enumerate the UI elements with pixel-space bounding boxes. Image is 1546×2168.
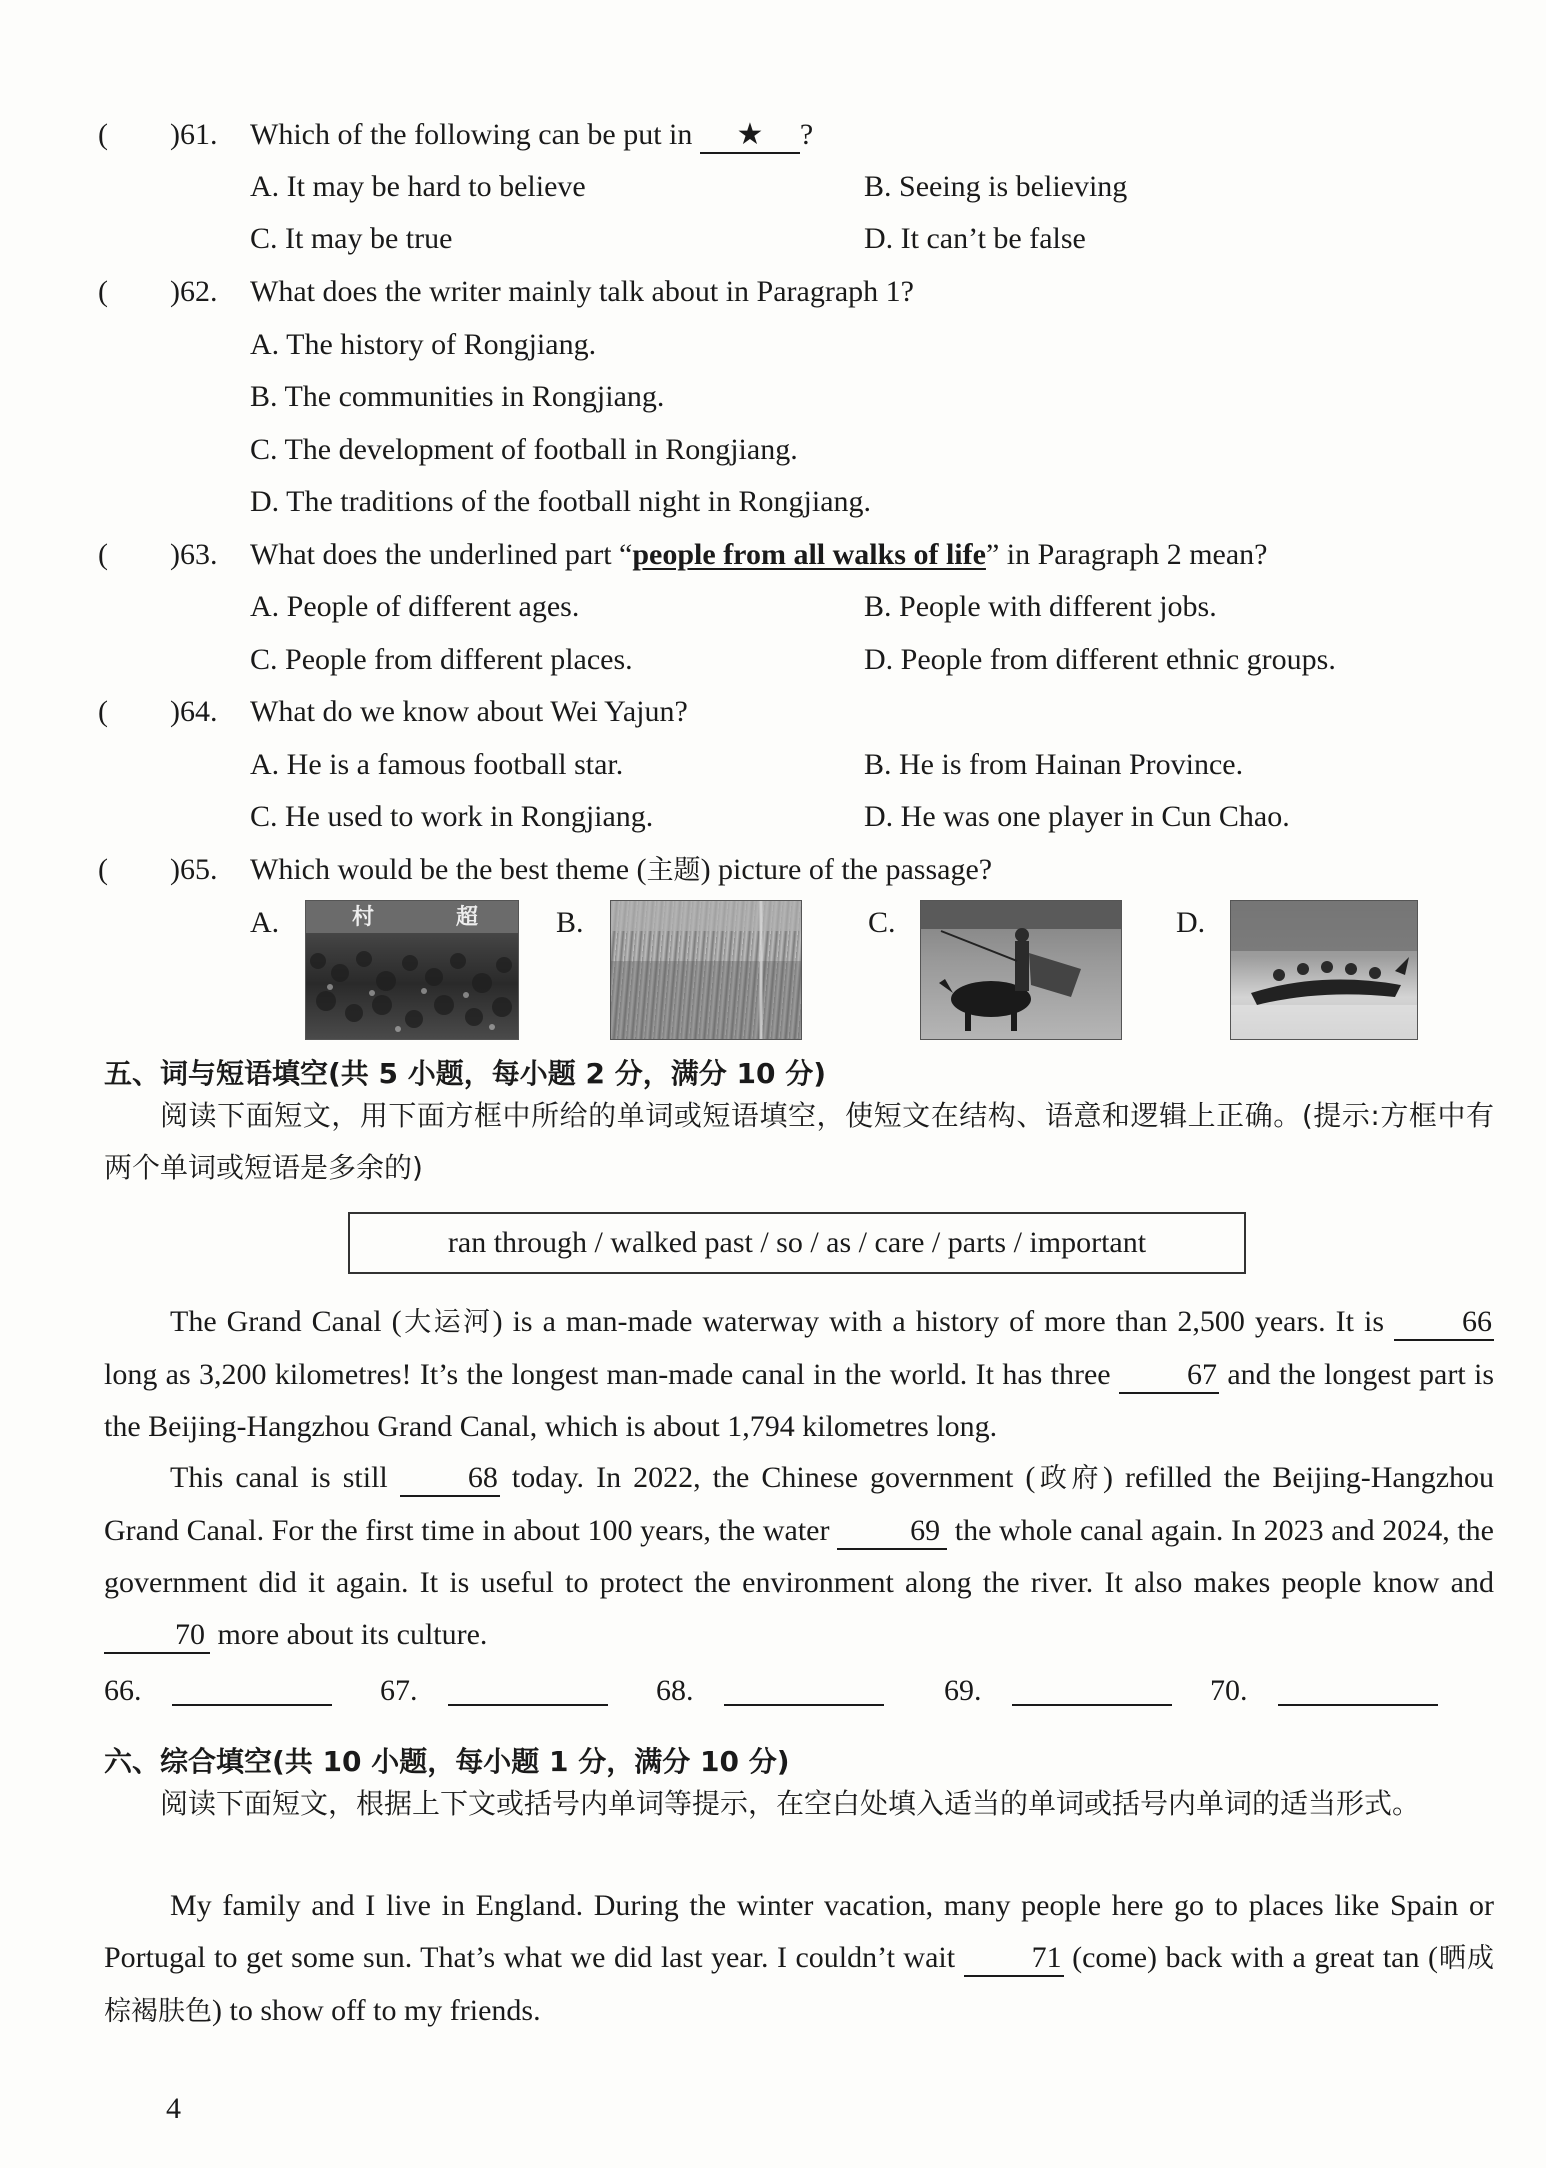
- text: The Grand Canal (: [170, 1305, 402, 1338]
- answer-label-69: 69.: [944, 1674, 982, 1707]
- page-number: 4: [166, 2092, 181, 2125]
- text: ) to show off to my friends.: [212, 1994, 541, 2027]
- option-c[interactable]: C.: [868, 906, 896, 939]
- blank-71[interactable]: 71: [964, 1943, 1064, 1977]
- answer-line-69[interactable]: [1012, 1704, 1172, 1706]
- answer-label-70: 70.: [1210, 1674, 1248, 1707]
- question-number: )63.: [170, 538, 218, 571]
- answer-paren[interactable]: (: [98, 853, 108, 886]
- option-d[interactable]: D. People from different ethnic groups.: [864, 643, 1336, 676]
- option-d[interactable]: D. The traditions of the football night in Rongjiang.: [250, 485, 872, 518]
- stem-text: Which would be the best theme (: [250, 853, 647, 886]
- answer-paren[interactable]: (: [98, 275, 108, 308]
- text-cjk: 政府: [1035, 1463, 1104, 1494]
- dragon-boat-image: [1231, 901, 1417, 1039]
- text: the whole canal again. In 2023 and 2024, the government did it again. It is useful to protect the environment along the river. It also makes people know and: [104, 1514, 1494, 1599]
- option-c[interactable]: C. It may be true: [250, 222, 453, 255]
- section5-instruction: 阅读下面短文，用下面方框中所给的单词或短语填空，使短文在结构、语意和逻辑上正确。(提示:方框中有两个单词或短语是多余的): [104, 1099, 1494, 1184]
- question-stem: What do we know about Wei Yajun?: [250, 695, 688, 728]
- stem-text: What does the underlined part “: [250, 538, 633, 571]
- option-d[interactable]: D.: [1176, 906, 1206, 939]
- blank-70[interactable]: 70: [104, 1620, 210, 1654]
- word-box: [348, 1212, 1246, 1274]
- blank-69[interactable]: 69: [837, 1516, 947, 1550]
- canal-paragraph-2: [104, 1452, 1494, 1661]
- option-c[interactable]: C. The development of football in Rongjiang.: [250, 433, 798, 466]
- section6-heading: 六、综合填空(共 10 小题，每小题 1 分，满分 10 分): [104, 1745, 790, 1778]
- picture-a-text-2: 超: [456, 905, 479, 930]
- question-stem: [250, 120, 813, 154]
- blank-66[interactable]: 66: [1394, 1307, 1494, 1341]
- answer-line-68[interactable]: [724, 1704, 884, 1706]
- picture-a-text-1: 村: [352, 905, 375, 930]
- question-number: )64.: [170, 695, 218, 728]
- grass-image: [611, 901, 801, 1039]
- text: My family and I live in England. During the winter vacation, many people here go to places like Spain or Portugal to get some sun. That’s what we did last year. I couldn’t wait: [104, 1889, 1494, 1974]
- text: today. In 2022, the Chinese government (: [499, 1461, 1036, 1494]
- question-stem: [250, 855, 992, 885]
- question-number: )62.: [170, 275, 218, 308]
- answer-line-70[interactable]: [1278, 1704, 1438, 1706]
- question-number: )61.: [170, 118, 218, 151]
- star-blank: ★: [700, 120, 800, 154]
- option-a[interactable]: A. The history of Rongjiang.: [250, 328, 597, 361]
- option-c[interactable]: C. He used to work in Rongjiang.: [250, 800, 654, 833]
- text: This canal is still: [170, 1461, 400, 1494]
- text: ) refilled the Beijing-Hangzhou Grand Canal. For the first time in about 100 years, the water: [104, 1461, 1495, 1547]
- stem-text: ?: [799, 118, 814, 151]
- answer-line-67[interactable]: [448, 1704, 608, 1706]
- blank-68[interactable]: 68: [400, 1463, 500, 1497]
- blank-67[interactable]: 67: [1119, 1360, 1219, 1394]
- answer-label-66: 66.: [104, 1674, 142, 1707]
- answer-label-67: 67.: [380, 1674, 418, 1707]
- question-number: )65.: [170, 853, 218, 886]
- option-a[interactable]: A. He is a famous football star.: [250, 748, 624, 781]
- crowd-image: [306, 901, 518, 1039]
- canal-paragraph-1: [104, 1296, 1494, 1453]
- text: ) is a man-made waterway with a history of more than 2,500 years. It is: [492, 1305, 1394, 1338]
- text: more about its culture.: [210, 1618, 488, 1651]
- option-a[interactable]: A.: [250, 906, 280, 939]
- option-a[interactable]: A. People of different ages.: [250, 590, 580, 623]
- text: long as 3,200 kilometres! It’s the longest man-made canal in the world. It has three: [104, 1358, 1119, 1391]
- text: and the longest part is the Beijing-Hangzhou Grand Canal, which is about 1,794 kilometres long.: [104, 1358, 1495, 1443]
- picture-c-bullfight[interactable]: [920, 900, 1122, 1040]
- option-d[interactable]: D. It can’t be false: [864, 222, 1086, 255]
- england-paragraph-1: [104, 1880, 1494, 2038]
- stem-cjk: 主题: [646, 855, 701, 886]
- text: (come) back with a great tan (: [1063, 1941, 1438, 1974]
- option-b[interactable]: B. People with different jobs.: [864, 590, 1217, 623]
- stem-text: ” in Paragraph 2 mean?: [985, 538, 1268, 571]
- picture-a-football-crowd[interactable]: [305, 900, 519, 1040]
- picture-b-grassland[interactable]: [610, 900, 802, 1040]
- option-d[interactable]: D. He was one player in Cun Chao.: [864, 800, 1290, 833]
- answer-paren[interactable]: (: [98, 538, 108, 571]
- answer-paren[interactable]: (: [98, 118, 108, 151]
- option-a[interactable]: A. It may be hard to believe: [250, 170, 586, 203]
- stem-text: ) picture of the passage?: [700, 853, 993, 886]
- option-b[interactable]: B.: [556, 906, 584, 939]
- option-c[interactable]: C. People from different places.: [250, 643, 633, 676]
- text-cjk: 大运河: [401, 1307, 493, 1338]
- question-stem: What does the writer mainly talk about in Paragraph 1?: [250, 275, 914, 308]
- underlined-phrase: people from all walks of life: [632, 538, 986, 571]
- option-b[interactable]: B. Seeing is believing: [864, 170, 1128, 203]
- section5-heading: 五、词与短语填空(共 5 小题，每小题 2 分，满分 10 分): [104, 1057, 827, 1090]
- stem-text: Which of the following can be put in: [250, 118, 693, 151]
- word-box-text: ran through / walked past / so / as / care / parts / important: [447, 1226, 1147, 1259]
- text-cjk: 晒成棕褐肤色: [104, 1943, 1495, 2027]
- answer-line-66[interactable]: [172, 1704, 332, 1706]
- option-b[interactable]: B. He is from Hainan Province.: [864, 748, 1244, 781]
- picture-d-dragon-boat[interactable]: [1230, 900, 1418, 1040]
- answer-paren[interactable]: (: [98, 695, 108, 728]
- question-stem: [250, 540, 1268, 570]
- section6-instruction: 阅读下面短文，根据上下文或括号内单词等提示，在空白处填入适当的单词或括号内单词的适当形式。: [160, 1787, 1421, 1820]
- option-b[interactable]: B. The communities in Rongjiang.: [250, 380, 665, 413]
- answer-label-68: 68.: [656, 1674, 694, 1707]
- bullfight-image: [921, 901, 1121, 1039]
